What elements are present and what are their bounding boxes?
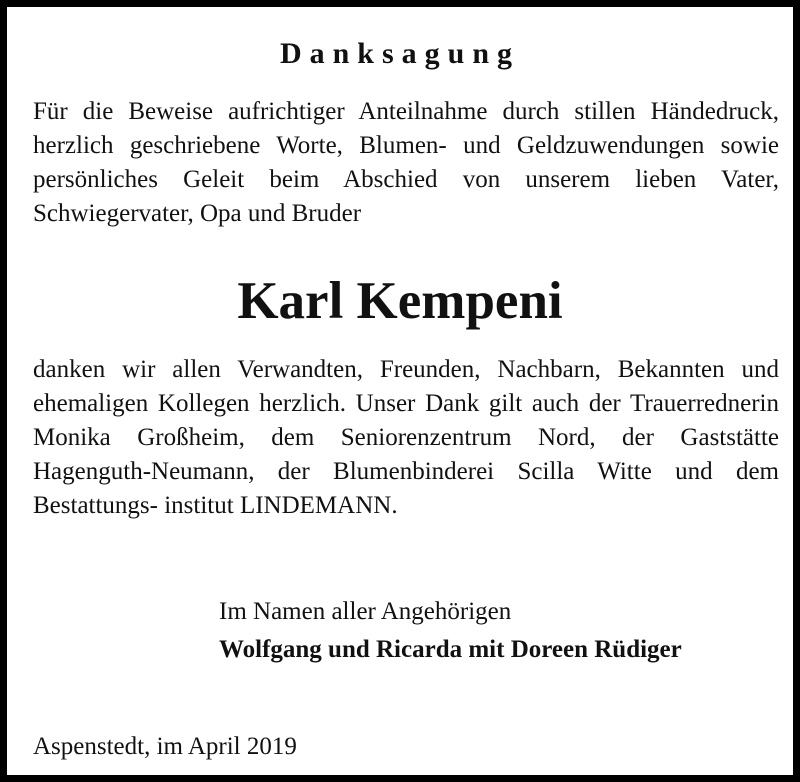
place-date: Aspenstedt, im April 2019 [33,733,297,760]
thanks-paragraph: danken wir allen Verwandten, Freunden, Nachbarn, Bekannten und ehemaligen Kollegen herzlich. Unser Dank gilt auch der Trauerrednerin Monika Großheim, dem Seniorenzentrum Nord, der Gaststätte Hagenguth-Neumann, der Blumenbinderei Scilla Witte und dem Bestattungs- institut LINDEMANN. [33,356,779,519]
signature-intro: Im Namen aller Angehörigen [219,598,512,625]
intro-paragraph: Für die Beweise aufrichtiger Anteilnahme durch stillen Händedruck, herzlich geschriebene Worte, Blumen- und Geldzuwendungen sowie persönliches Geleit beim Abschied von unserem lieben Vater, Schwiegervater, Opa und Bruder [33,98,779,227]
deceased-name: Karl Kempeni [237,272,563,330]
signature-names: Wolfgang und Ricarda mit Doreen Rüdiger [219,636,682,663]
notice-title: Danksagung [279,37,521,70]
signature-block [219,595,779,667]
